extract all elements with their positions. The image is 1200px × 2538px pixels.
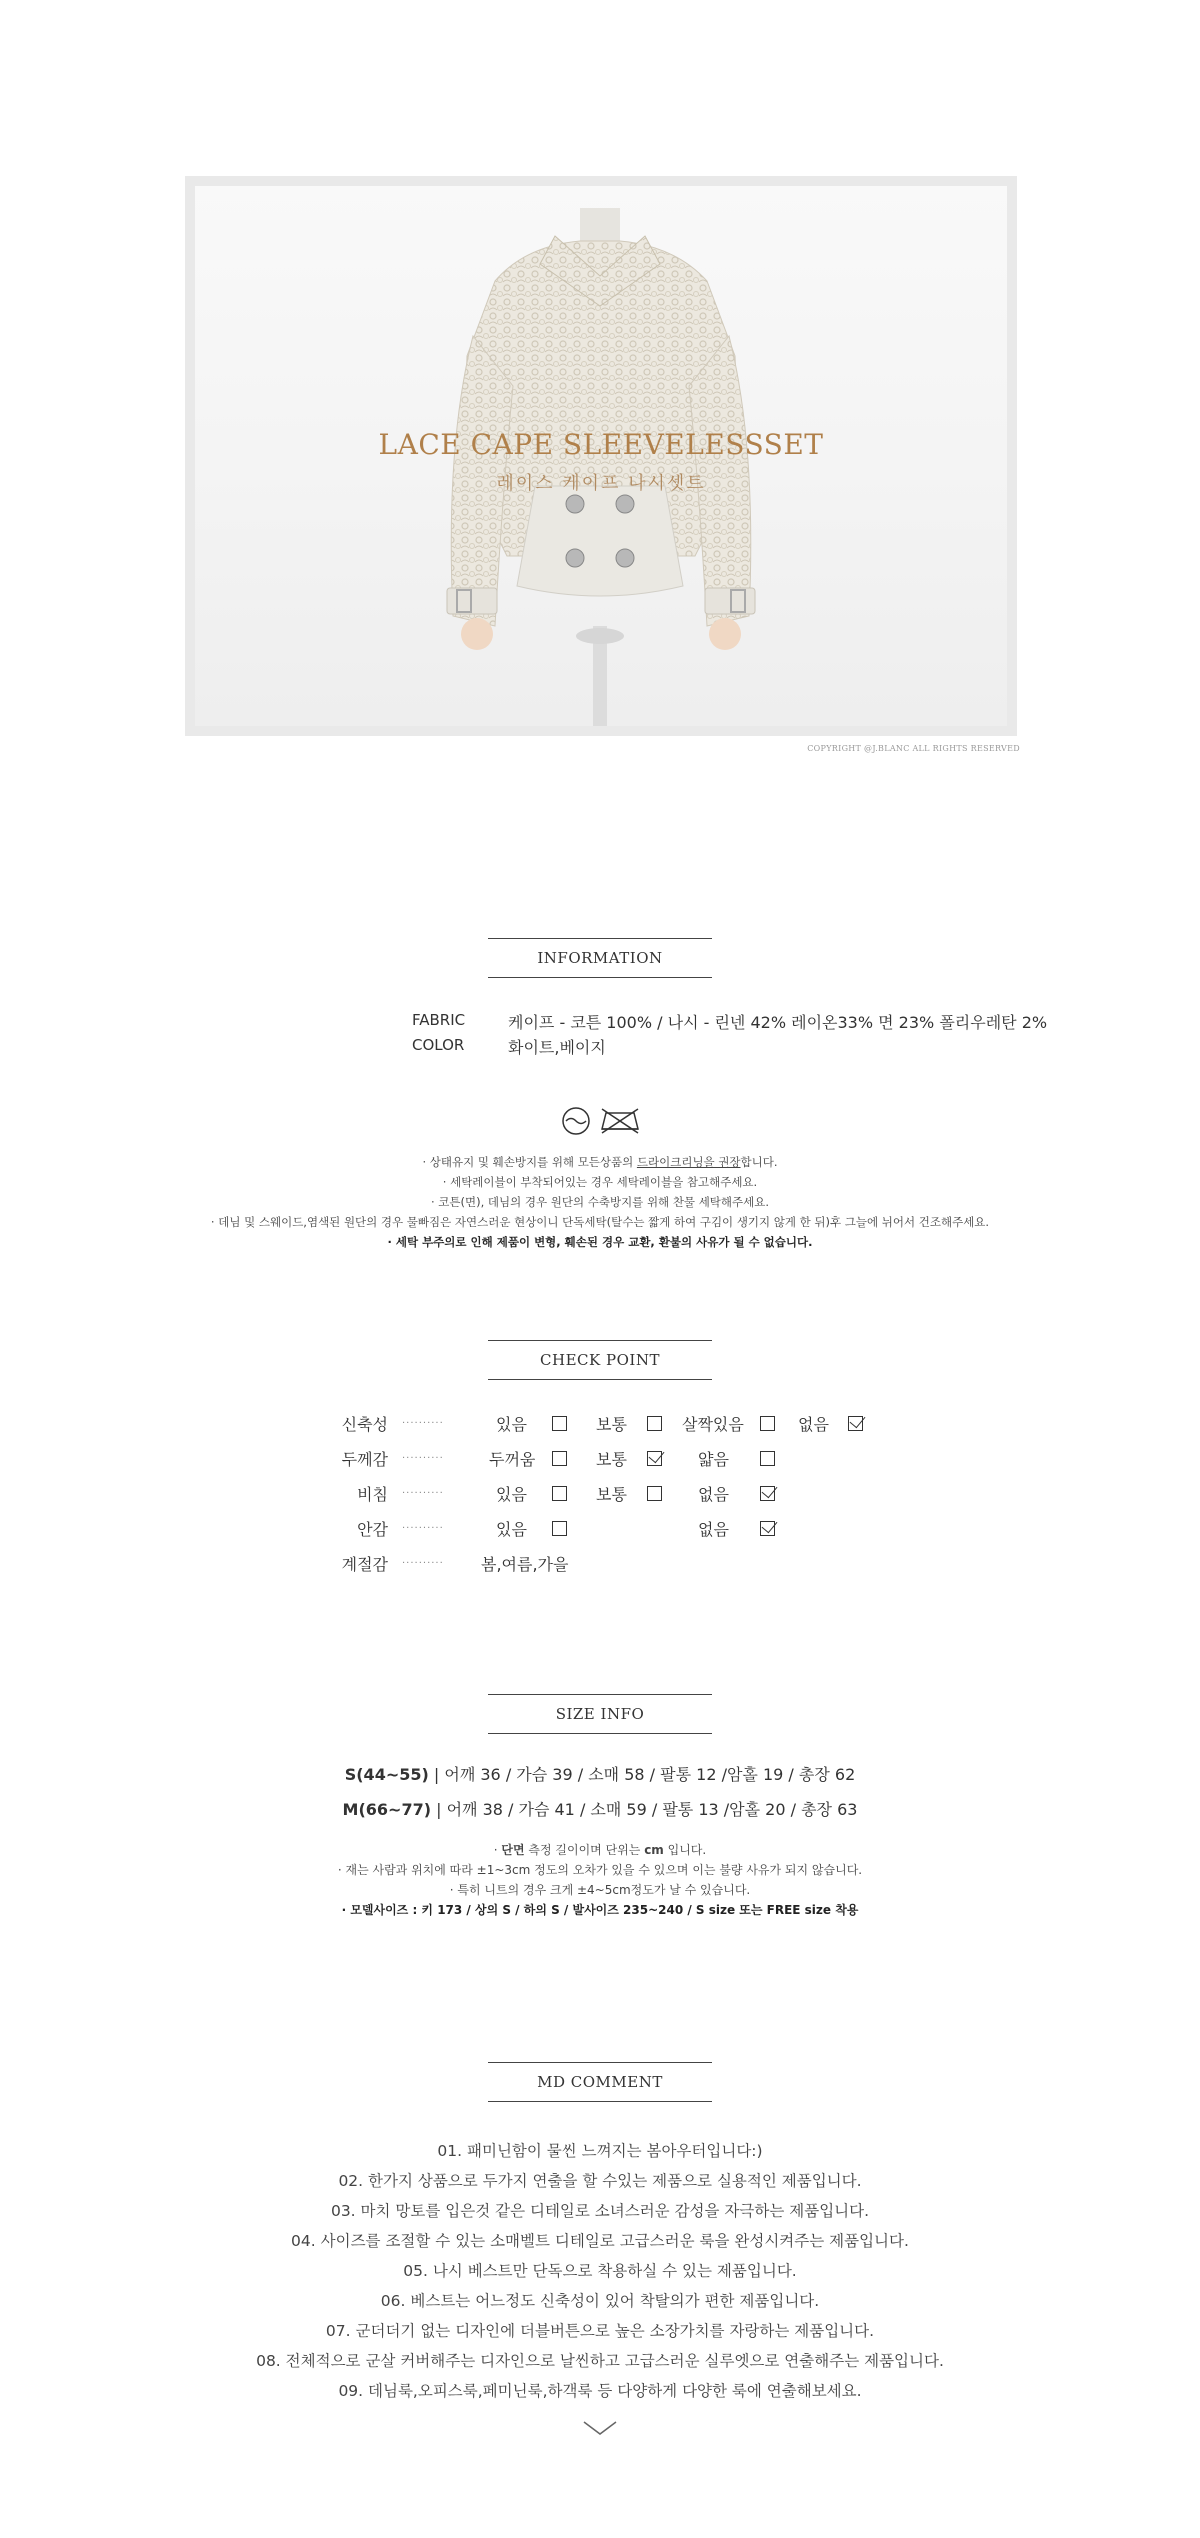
check-icon <box>649 1447 665 1464</box>
option-label: 있음 <box>496 1415 527 1434</box>
md-comment-item: 09. 데님룩,오피스룩,페미닌룩,하객룩 등 다양하게 다양한 룩에 연출해보세요. <box>338 2382 862 2400</box>
row-dots: ·········· <box>402 1523 444 1534</box>
md-comment-item: 08. 전체적으로 군살 커버해주는 디자인으로 날씬하고 고급스러운 실루엣으로 연출해주는 제품입니다. <box>256 2352 944 2370</box>
option-label: 보통 <box>596 1415 627 1434</box>
no-bleach-icon <box>602 1109 638 1133</box>
size-s-line <box>0 1762 1200 1785</box>
row-dots: ·········· <box>402 1558 444 1569</box>
row-label: 신축성 <box>341 1415 388 1434</box>
fabric-label: FABRIC <box>412 1011 466 1029</box>
product-title-en: LACE CAPE SLEEVELESSSET <box>378 428 824 461</box>
checkbox <box>647 1486 662 1501</box>
size-m-label: M(66~77) <box>342 1800 432 1819</box>
md-comment-item: 02. 한가지 상품으로 두가지 연출을 할 수있는 제품으로 실용적인 제품입니다. <box>338 2172 862 2190</box>
care-line-1: · 상태유지 및 훼손방지를 위해 모든상품의 드라이크리닝을 권장합니다. <box>422 1155 778 1169</box>
care-line-2: · 세탁레이블이 부착되어있는 경우 세탁레이블을 참고해주세요. <box>442 1175 758 1189</box>
checkbox <box>552 1416 567 1431</box>
md-comment-item: 05. 나시 베스트만 단독으로 착용하실 수 있는 제품입니다. <box>403 2262 797 2280</box>
option-label: 보통 <box>596 1450 627 1469</box>
checkbox <box>552 1486 567 1501</box>
checkpoint-row-season <box>0 1548 1200 1578</box>
checkpoint-row-thickness <box>0 1443 1200 1473</box>
chevron-down-icon[interactable] <box>580 2416 620 2444</box>
size-s-measurements: | 어깨 36 / 가슴 39 / 소매 58 / 팔통 12 /암홀 19 / 총장 62 <box>433 1765 856 1784</box>
mdcomment-heading: MD COMMENT <box>488 2062 712 2102</box>
checkpoint-heading: CHECK POINT <box>488 1340 712 1380</box>
row-dots: ·········· <box>402 1418 444 1429</box>
size-m-line <box>0 1797 1200 1820</box>
checkbox-checked <box>848 1416 863 1431</box>
option-label: 보통 <box>596 1485 627 1504</box>
size-note-4: · 모델사이즈 : 키 173 / 상의 S / 하의 S / 발사이즈 235~240 / S size 또는 FREE size 착용 <box>341 1903 859 1917</box>
md-comment-item: 07. 군더더기 없는 디자인에 더블버튼으로 높은 소장가치를 자랑하는 제품입니다. <box>325 2322 875 2340</box>
md-comment-item: 04. 사이즈를 조절할 수 있는 소매벨트 디테일로 고급스러운 룩을 완성시켜주는 제품입니다. <box>291 2232 909 2250</box>
checkpoint-row-sheer <box>0 1478 1200 1508</box>
sizeinfo-heading: SIZE INFO <box>488 1694 712 1734</box>
care-instructions <box>0 1152 1200 1252</box>
row-dots: ·········· <box>402 1488 444 1499</box>
checkbox-checked <box>647 1451 662 1466</box>
check-icon <box>762 1517 778 1534</box>
option-label: 있음 <box>496 1520 527 1539</box>
care-icons <box>560 1105 642 1141</box>
checkbox <box>647 1416 662 1431</box>
option-label: 없음 <box>698 1485 729 1504</box>
fabric-value: 케이프 - 코튼 100% / 나시 - 린넨 42% 레이온33% 면 23% 폴리우레탄 2% <box>508 1013 1048 1032</box>
checkbox <box>552 1451 567 1466</box>
checkpoint-row-lining <box>0 1513 1200 1543</box>
size-note-3: · 특히 니트의 경우 크게 ±4~5cm정도가 날 수 있습니다. <box>449 1883 751 1897</box>
checkbox <box>760 1416 775 1431</box>
row-label: 두께감 <box>341 1450 388 1469</box>
size-note-1: · 단면 측정 길이이며 단위는 cm 입니다. <box>493 1843 707 1857</box>
md-comment-item: 01. 패미닌함이 물씬 느껴지는 봄아우터입니다:) <box>437 2142 763 2160</box>
color-value: 화이트,베이지 <box>508 1038 606 1057</box>
product-hero-image <box>185 176 1017 736</box>
option-label: 있음 <box>496 1485 527 1504</box>
hand-wash-icon <box>563 1108 589 1134</box>
checkbox <box>760 1451 775 1466</box>
option-label: 살짝있음 <box>682 1415 744 1434</box>
option-label: 얇음 <box>698 1450 729 1469</box>
md-comment-list <box>0 2136 1200 2406</box>
color-label: COLOR <box>412 1036 465 1054</box>
row-dots: ·········· <box>402 1453 444 1464</box>
size-note-2: · 재는 사람과 위치에 따라 ±1~3cm 정도의 오차가 있을 수 있으며 이는 불량 사유가 되지 않습니다. <box>337 1863 863 1877</box>
size-notes <box>0 1840 1200 1920</box>
size-m-measurements: | 어깨 38 / 가슴 41 / 소매 59 / 팔통 13 /암홀 20 / 총장 63 <box>436 1800 858 1819</box>
care-line-3: · 코튼(면), 데님의 경우 원단의 수축방지를 위해 찬물 세탁해주세요. <box>430 1195 769 1209</box>
information-heading: INFORMATION <box>488 938 712 978</box>
option-label: 없음 <box>798 1415 829 1434</box>
check-icon <box>762 1482 778 1499</box>
option-label: 두꺼움 <box>489 1450 536 1469</box>
care-line-5: · 세탁 부주의로 인해 제품이 변형, 훼손된 경우 교환, 환불의 사유가 될 수 없습니다. <box>387 1235 813 1249</box>
option-label: 없음 <box>698 1520 729 1539</box>
product-title-ko: 레이스 케이프 나시셋트 <box>496 473 706 494</box>
checkbox-checked <box>760 1486 775 1501</box>
checkpoint-row-stretch <box>0 1408 1200 1438</box>
check-icon <box>850 1412 866 1429</box>
md-comment-item: 03. 마치 망토를 입은것 같은 디테일로 소녀스러운 감성을 자극하는 제품입니다. <box>330 2202 870 2220</box>
care-line-4: · 데님 및 스웨이드,염색된 원단의 경우 물빠짐은 자연스러운 현상이니 단독세탁(탈수는 짧게 하여 구김이 생기지 않게 한 뒤)후 그늘에 뉘어서 건조해주세요. <box>210 1215 990 1229</box>
md-comment-item: 06. 베스트는 어느정도 신축성이 있어 착탈의가 편한 제품입니다. <box>380 2292 820 2310</box>
row-label: 계절감 <box>341 1555 388 1574</box>
size-s-label: S(44~55) <box>344 1765 429 1784</box>
season-value: 봄,여름,가을 <box>481 1555 569 1574</box>
checkbox <box>552 1521 567 1536</box>
row-label: 안감 <box>357 1520 388 1539</box>
row-label: 비침 <box>357 1485 388 1504</box>
copyright-text: COPYRIGHT @J.BLANC ALL RIGHTS RESERVED <box>807 744 1020 753</box>
checkbox-checked <box>760 1521 775 1536</box>
